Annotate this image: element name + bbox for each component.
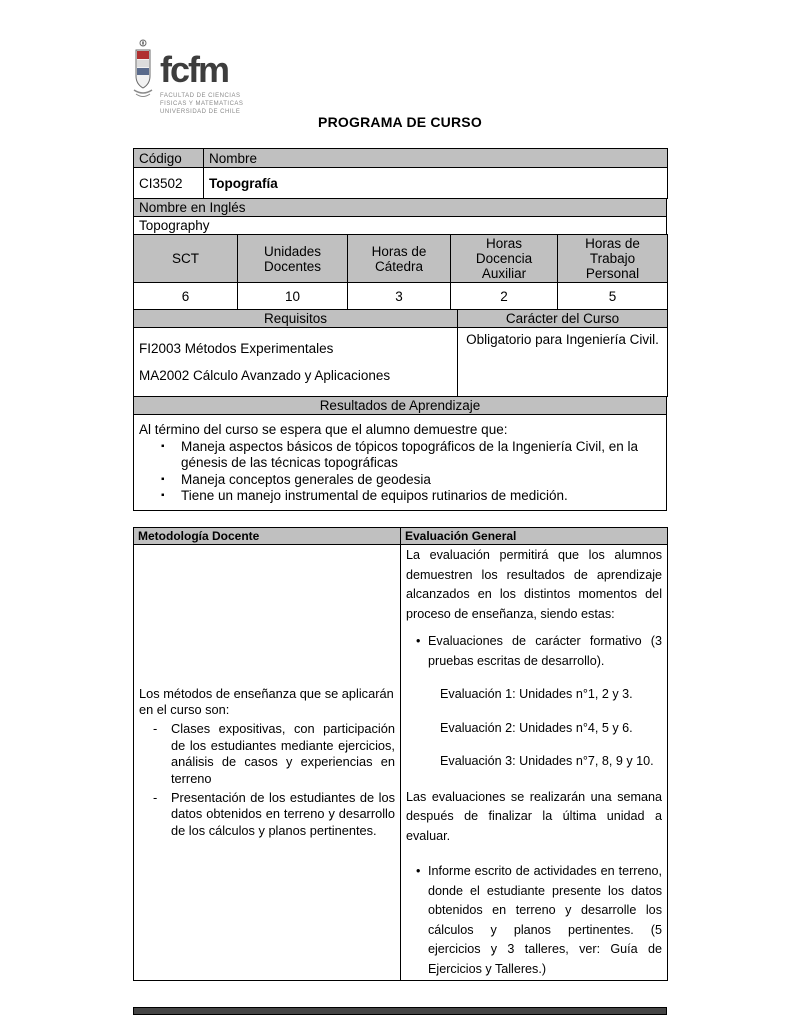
- resultados-intro: Al término del curso se espera que el alumno demuestre que:: [139, 421, 508, 437]
- requisitos-table: [133, 309, 668, 397]
- evaluacion-note: Las evaluaciones se realizarán una semana después de finalizar la última unidad a evaluar.: [406, 789, 662, 843]
- nombre-ingles-value: Topography: [134, 217, 667, 235]
- sct-value: 6: [134, 283, 238, 310]
- logo-brand: fcfm: [160, 49, 229, 90]
- evaluacion-intro: La evaluación permitirá que los alumnos demuestren los resultados de aprendizaje alcanzados en los distintos momentos del proceso de enseñanza, siendo estas:: [406, 548, 662, 621]
- unidades-docentes-value: 10: [238, 283, 348, 310]
- course-info-table: [133, 148, 668, 511]
- resultado-bullet-1: ▪ Maneja aspectos básicos de tópicos topográficos de la Ingeniería Civil, en la génesis de las técnicas topográficas: [161, 438, 639, 471]
- resultados-header: Resultados de Aprendizaje: [134, 397, 667, 415]
- codigo-value: CI3502: [134, 168, 204, 199]
- horas-catedra-header: Horas de Cátedra: [348, 235, 451, 283]
- requisito-1: FI2003 Métodos Experimentales: [139, 341, 334, 356]
- square-bullet-icon: ▪: [161, 440, 165, 452]
- horas-docencia-auxiliar-value: 2: [451, 283, 558, 310]
- metodologia-item-2: - Presentación de los estudiantes de los datos obtenidos en terreno y desarrollo de los cálculos y planos pertinentes.: [153, 789, 395, 838]
- requisito-2: MA2002 Cálculo Avanzado y Aplicaciones: [139, 368, 391, 383]
- codigo-header: Código: [134, 149, 204, 168]
- evaluacion-1: Evaluación 1: Unidades n°1, 2 y 3.: [440, 687, 633, 702]
- evaluacion-bullet-2: • Informe escrito de actividades en terreno, donde el estudiante presente los datos obtenidos en terreno y desarrolle los cálculos y planos pertinentes. (5 ejercicios y 3 talleres, ver: Guía de Ejercicios y Talleres.): [406, 862, 662, 979]
- metodologia-cell: [134, 545, 401, 981]
- logo-text-block: [160, 38, 243, 116]
- dash-bullet-icon: -: [153, 789, 158, 805]
- nombre-ingles-header: Nombre en Inglés: [134, 199, 667, 217]
- logo-caption-line1: FACULTAD DE CIENCIAS: [160, 93, 241, 99]
- metodologia-intro: Los métodos de enseñanza que se aplicarán en el curso son:: [139, 685, 394, 718]
- english-name-table: [133, 198, 667, 235]
- page-title: PROGRAMA DE CURSO: [318, 114, 482, 130]
- resultados-table: [133, 396, 667, 511]
- evaluacion-cell: [401, 545, 668, 981]
- caracter-cell: Obligatorio para Ingeniería Civil.: [458, 328, 668, 397]
- caracter-header: Carácter del Curso: [458, 310, 668, 328]
- nombre-value: Topografía: [204, 168, 668, 199]
- horas-trabajo-personal-value: 5: [558, 283, 668, 310]
- horas-trabajo-personal-header: Horas de Trabajo Personal: [558, 235, 668, 283]
- logo-caption-line3: UNIVERSIDAD DE CHILE: [160, 109, 241, 116]
- dash-bullet-icon: -: [153, 721, 158, 737]
- university-crest-icon: [130, 38, 156, 100]
- metodologia-header: Metodología Docente: [134, 528, 401, 545]
- nombre-header: Nombre: [204, 149, 668, 168]
- evaluacion-2: Evaluación 2: Unidades n°4, 5 y 6.: [440, 720, 633, 735]
- resultado-bullet-3: ▪ Tiene un manejo instrumental de equipos rutinarios de medición.: [161, 487, 568, 503]
- square-bullet-icon: ▪: [161, 473, 165, 485]
- unidades-docentes-header: Unidades Docentes: [238, 235, 348, 283]
- horas-docencia-auxiliar-header: Horas Docencia Auxiliar: [451, 235, 558, 283]
- evaluacion-header: Evaluación General: [401, 528, 668, 545]
- logo-caption-line2: FISICAS Y MATEMATICAS: [160, 101, 244, 108]
- round-bullet-icon: •: [416, 634, 421, 649]
- code-name-table: [133, 148, 668, 199]
- fcfm-logo: [130, 38, 243, 116]
- square-bullet-icon: ▪: [161, 489, 165, 501]
- methodology-evaluation-table: [133, 527, 668, 981]
- resultados-cell: [134, 415, 667, 511]
- method-eval-table: [133, 527, 668, 981]
- evaluacion-bullet-1: • Evaluaciones de carácter formativo (3 pruebas escritas de desarrollo).: [406, 632, 662, 671]
- evaluacion-3: Evaluación 3: Unidades n°7, 8, 9 y 10.: [440, 754, 654, 769]
- requisitos-cell: [134, 328, 458, 397]
- resultado-bullet-2: ▪ Maneja conceptos generales de geodesia: [161, 471, 431, 487]
- logo-caption: [160, 92, 243, 116]
- round-bullet-icon: •: [416, 864, 421, 879]
- requisitos-header: Requisitos: [134, 310, 458, 328]
- sct-header: SCT: [134, 235, 238, 283]
- horas-catedra-value: 3: [348, 283, 451, 310]
- metodologia-item-1: - Clases expositivas, con participación de los estudiantes mediante ejercicios, análisis de casos y experiencias en terreno: [153, 721, 395, 786]
- next-table-header-bar: [133, 1007, 667, 1015]
- credits-table: [133, 234, 668, 310]
